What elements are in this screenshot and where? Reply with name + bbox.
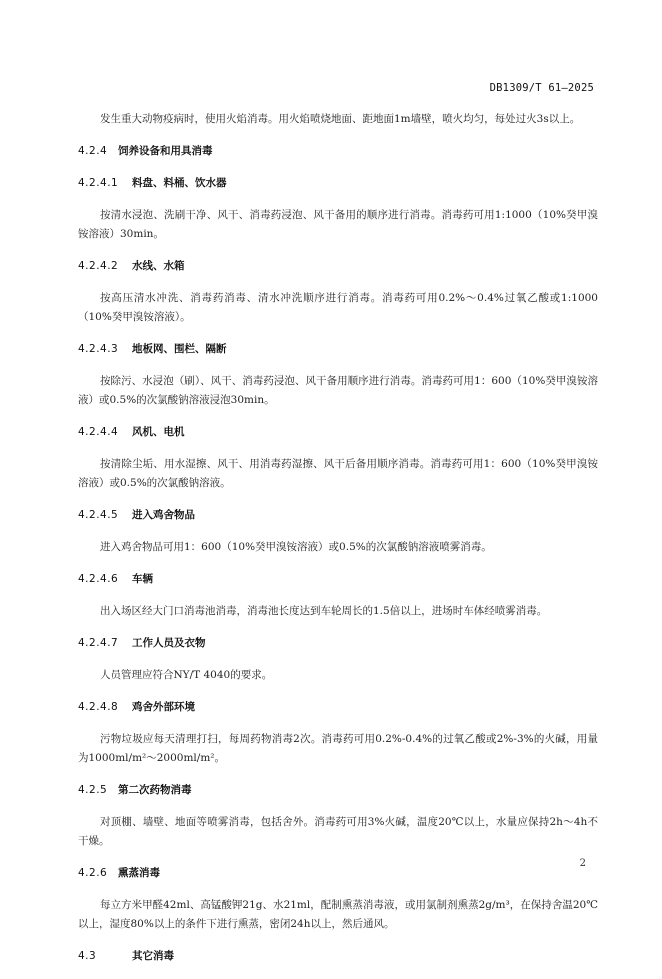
section-number: 4.2.4.8 (78, 701, 119, 713)
body-paragraph: 进入鸡舍物品可用1：600（10%癸甲溴铵溶液）或0.5%的次氯酸钠溶液喷雾消毒。 (100, 541, 492, 553)
section-heading (78, 698, 598, 717)
section-title: 工作人员及衣物 (132, 637, 206, 649)
section-heading (78, 570, 598, 589)
section-heading (78, 506, 598, 525)
page-number: 2 (579, 858, 586, 869)
section-heading (78, 947, 598, 966)
section-number: 4.2.5 (78, 784, 108, 796)
document-code: DB1309/T 61—2025 (489, 82, 594, 94)
section-title: 风机、电机 (132, 426, 185, 438)
section-title: 其它消毒 (132, 950, 174, 962)
body-paragraph: 对顶棚、墙壁、地面等喷雾消毒，包括舍外。消毒药可用3%火碱，温度20℃以上，水量应保持2h～4h不干燥。 (78, 816, 598, 847)
document-body (78, 110, 598, 979)
section-heading (78, 340, 598, 359)
body-paragraph: 按高压清水冲洗、消毒药消毒、清水冲洗顺序进行消毒。消毒药可用0.2%～0.4%过氧乙酸或1:1000（10%癸甲溴铵溶液）。 (78, 292, 598, 323)
section-title: 鸡舍外部环境 (132, 701, 195, 713)
body-paragraph: 发生重大动物疫病时，使用火焰消毒。用火焰喷烧地面、距地面1m墙壁，喷火均匀，每处过火3s以上。 (100, 113, 581, 125)
section-title: 料盘、料桶、饮水器 (132, 177, 227, 189)
section-number: 4.2.4.1 (78, 177, 119, 189)
section-number: 4.2.4.4 (78, 426, 119, 438)
section-title: 车辆 (132, 573, 153, 585)
section-number: 4.2.4 (78, 145, 108, 157)
section-title: 熏蒸消毒 (118, 867, 160, 879)
section-number: 4.3 (78, 950, 97, 962)
section-heading (78, 423, 598, 442)
section-title: 饲养设备和用具消毒 (118, 145, 213, 157)
section-heading (78, 142, 598, 161)
section-heading (78, 781, 598, 800)
section-number: 4.2.4.3 (78, 343, 119, 355)
section-number: 4.2.4.7 (78, 637, 119, 649)
body-paragraph: 按清除尘垢、用水湿擦、风干、用消毒药湿擦、风干后备用顺序消毒。消毒药可用1：600（10%癸甲溴铵溶液）或0.5%的次氯酸钠溶液。 (78, 458, 598, 489)
body-paragraph: 按清水浸泡、洗刷干净、风干、消毒药浸泡、风干备用的顺序进行消毒。消毒药可用1:1000（10%癸甲溴铵溶液）30min。 (78, 209, 598, 240)
section-title: 进入鸡舍物品 (132, 509, 195, 521)
section-heading (78, 634, 598, 653)
body-paragraph: 每立方米甲醛42ml、高锰酸钾21g、水21ml，配制熏蒸消毒液，或用氯制剂熏蒸2g/m³，在保持舍温20℃以上，湿度80%以上的条件下进行熏蒸，密闭24h以上，然后通风。 (78, 899, 598, 930)
section-number: 4.2.4.5 (78, 509, 119, 521)
body-paragraph: 污物垃圾应每天清理打扫，每周药物消毒2次。消毒药可用0.2%-0.4%的过氧乙酸或2%-3%的火碱，用量为1000ml/m²～2000ml/m²。 (78, 733, 598, 764)
body-paragraph: 人员管理应符合NY/T 4040的要求。 (100, 669, 273, 681)
section-title: 地板网、围栏、隔断 (132, 343, 227, 355)
section-number: 4.2.4.6 (78, 573, 119, 585)
section-heading (78, 864, 598, 883)
section-number: 4.2.4.2 (78, 260, 119, 272)
body-paragraph: 出入场区经大门口消毒池消毒，消毒池长度达到车轮周长的1.5倍以上，进场时车体经喷雾消毒。 (100, 605, 548, 617)
body-paragraph: 按除污、水浸泡（刷）、风干、消毒药浸泡、风干备用顺序进行消毒。消毒药可用1：600（10%癸甲溴铵溶液）或0.5%的次氯酸钠溶液浸泡30min。 (78, 375, 598, 406)
section-number: 4.2.6 (78, 867, 108, 879)
section-heading (78, 257, 598, 276)
section-title: 水线、水箱 (132, 260, 185, 272)
section-heading (78, 174, 598, 193)
section-title: 第二次药物消毒 (118, 784, 192, 796)
